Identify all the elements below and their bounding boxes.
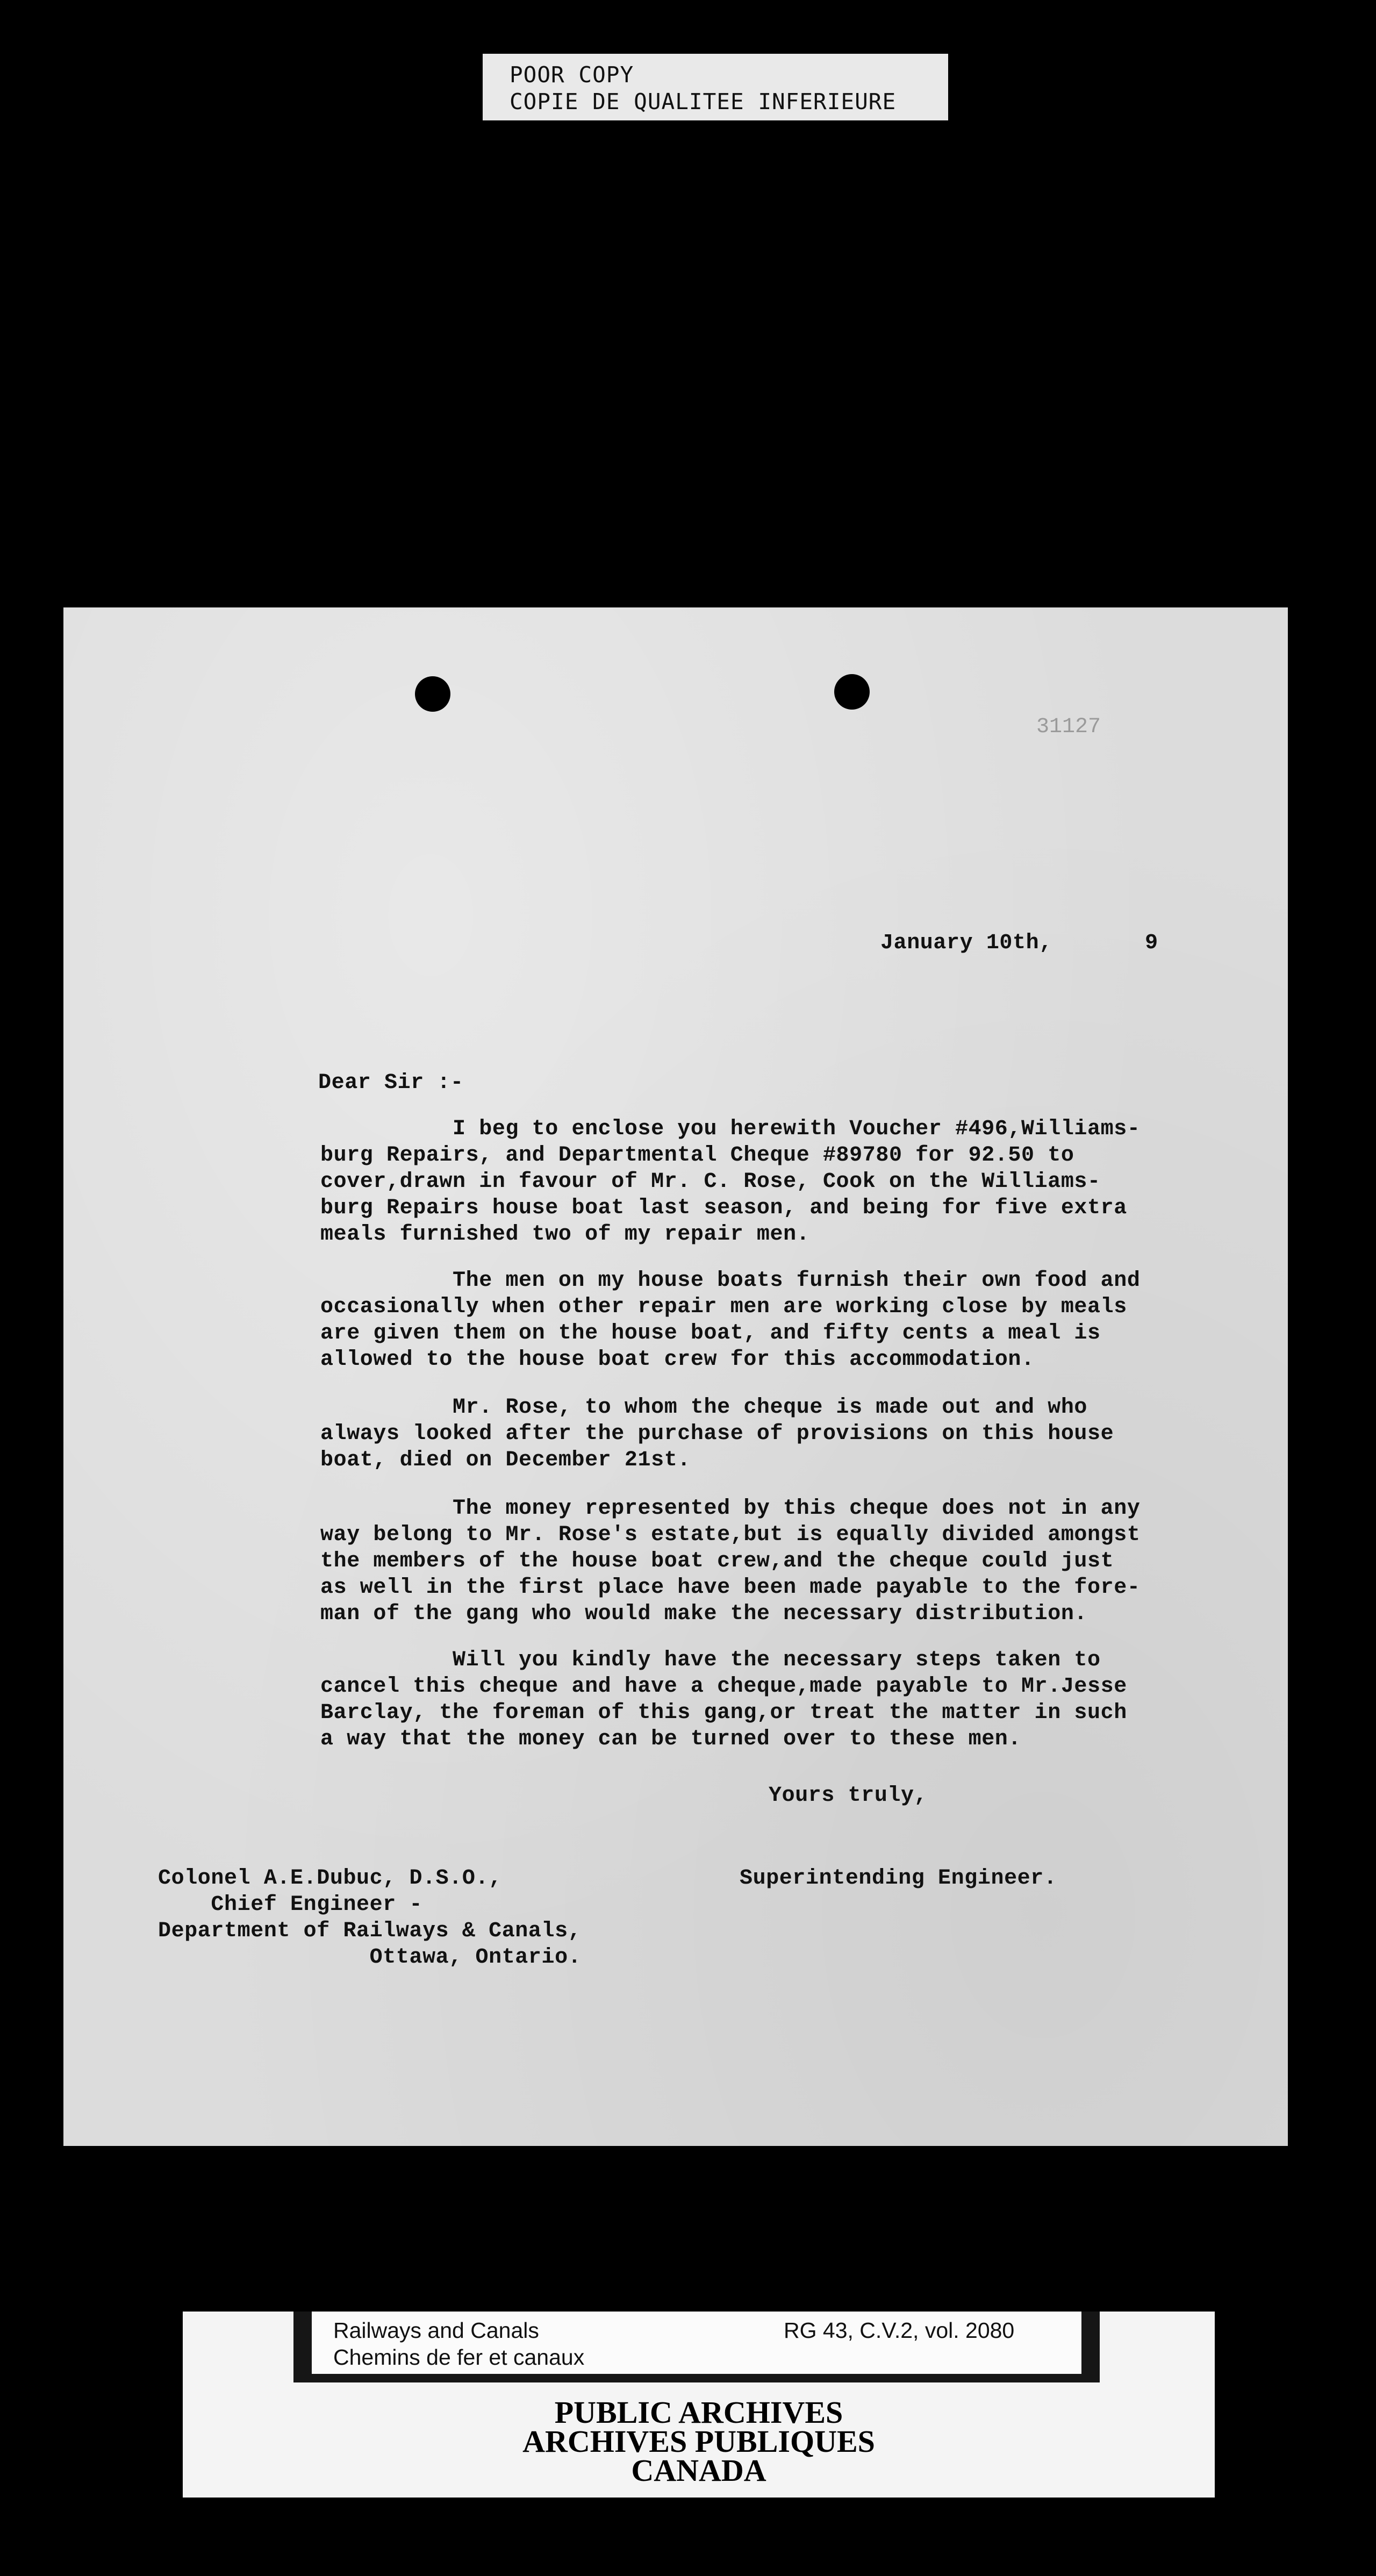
paragraph-request: Will you kindly have the necessary steps taken to cancel this cheque and have a cheque,made payable to Mr.Jesse Barclay, the foreman of this gang,or treat the matter in such a way that the money can be turned over to these men. xyxy=(320,1648,1127,1751)
letter-date: January 10th, 9 xyxy=(880,931,1158,955)
letter-page xyxy=(63,607,1288,2146)
punch-hole-left xyxy=(415,676,450,712)
poor-copy-stamp xyxy=(483,54,948,120)
archives-line-2: ARCHIVES PUBLIQUES xyxy=(522,2424,875,2459)
paragraph-money: The money represented by this cheque does not in any way belong to Mr. Rose's estate,but is equally divided amongst the members of the house boat crew,and the cheque could just as well in the first place have been made payable to the fore- man of the gang who would make the necessary distribution. xyxy=(320,1497,1141,1626)
archives-line-1: PUBLIC ARCHIVES xyxy=(554,2395,843,2430)
record-reference: RG 43, C.V.2, vol. 2080 xyxy=(784,2318,1015,2343)
paragraph-house-boats: The men on my house boats furnish their own food and occasionally when other repair men are working close by meals are given them on the house boat, and fifty cents a meal is allowed to the house boat crew for this accommodation. xyxy=(320,1269,1141,1372)
addressee-block: Colonel A.E.Dubuc, D.S.O., Chief Engineer - Department of Railways & Canals, Ottawa, Ontario. xyxy=(158,1866,582,1970)
punch-hole-right xyxy=(834,674,870,710)
department-french: Chemins de fer et canaux xyxy=(333,2345,585,2370)
department-english: Railways and Canals xyxy=(333,2318,539,2343)
archive-footer xyxy=(183,2312,1215,2498)
footer-label xyxy=(312,2312,1081,2374)
paragraph-voucher: I beg to enclose you herewith Voucher #496,Williams- burg Repairs, and Departmental Cheque #89780 for 92.50 to cover,drawn in favour of Mr. C. Rose, Cook on the Williams- burg Repairs house boat last season, and being for five extra meals furnished two of my repair men. xyxy=(320,1117,1141,1247)
stamp-line-2: COPIE DE QUALITEE INFERIEURE xyxy=(510,89,897,115)
signature-title: Superintending Engineer. xyxy=(740,1866,1057,1891)
closing: Yours truly, xyxy=(769,1784,928,1808)
salutation: Dear Sir :- xyxy=(318,1071,464,1095)
archives-line-3: CANADA xyxy=(631,2453,766,2488)
paragraph-mr-rose: Mr. Rose, to whom the cheque is made out and who always looked after the purchase of provisions on this house boat, died on December 21st. xyxy=(320,1396,1114,1472)
file-number: 31127 xyxy=(1036,715,1101,739)
stamp-line-1: POOR COPY xyxy=(510,62,634,88)
